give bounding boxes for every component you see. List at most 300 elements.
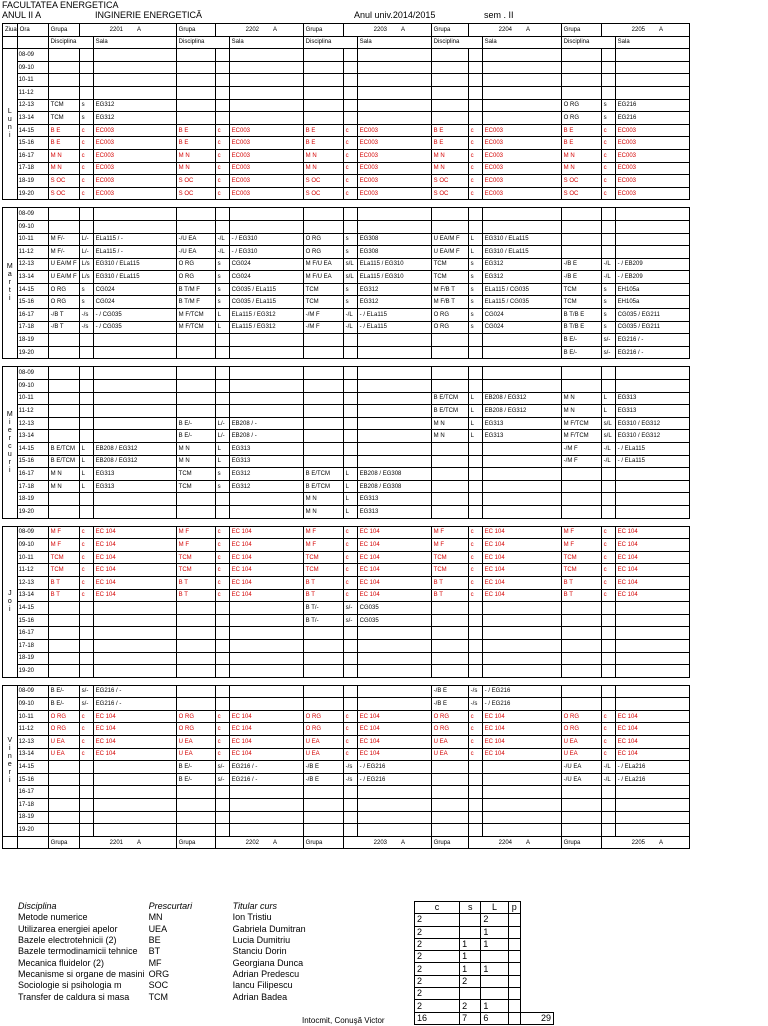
empty-cell	[482, 786, 561, 799]
empty-cell	[303, 455, 343, 468]
subject-abbrev: BE	[148, 935, 161, 946]
empty-cell	[176, 86, 215, 99]
course-code: -/U EA	[176, 233, 215, 246]
day-letter: e	[7, 760, 12, 768]
empty-cell	[601, 74, 615, 87]
empty-cell	[357, 652, 431, 665]
count-cell: 2	[415, 988, 460, 1000]
empty-cell	[615, 614, 689, 627]
empty-cell	[615, 639, 689, 652]
course-code: O RG	[431, 321, 468, 334]
room: EG313	[615, 392, 689, 405]
empty-cell	[482, 799, 561, 812]
course-type: c	[601, 526, 615, 539]
subject-abbrev: ORG	[148, 968, 170, 979]
prescurtari-title: Prescurtari	[148, 901, 193, 912]
course-type: -/L	[215, 233, 229, 246]
empty-cell	[357, 685, 431, 698]
course-type: L	[468, 392, 482, 405]
empty-cell	[343, 639, 357, 652]
time-slot: 19-20	[17, 505, 48, 518]
empty-cell	[468, 811, 482, 824]
group-number: 2201	[109, 839, 124, 846]
room: EC 104	[482, 526, 561, 539]
empty-cell	[357, 627, 431, 640]
course-type: L	[343, 480, 357, 493]
room: ELa115 / EG310	[357, 258, 431, 271]
course-code: -/M F	[303, 309, 343, 322]
empty-cell	[343, 392, 357, 405]
course-type: c	[601, 162, 615, 175]
course-code: O RG	[303, 246, 343, 259]
room: EC003	[482, 137, 561, 150]
empty-cell	[93, 417, 176, 430]
course-type: c	[468, 539, 482, 552]
course-type: c	[343, 526, 357, 539]
empty-cell	[343, 74, 357, 87]
course-code: B E/TCM	[431, 405, 468, 418]
empty-cell	[357, 334, 431, 347]
course-code: TCM	[303, 551, 343, 564]
empty-cell	[48, 602, 79, 615]
empty-cell	[357, 786, 431, 799]
course-type: c	[343, 710, 357, 723]
course-code: U EA	[431, 748, 468, 761]
empty-cell	[601, 602, 615, 615]
subject-row	[16, 912, 308, 923]
empty-cell	[482, 761, 561, 774]
empty-cell	[303, 208, 343, 221]
course-code: M F/TCM	[561, 417, 601, 430]
subject-teacher: Adrian Predescu	[232, 968, 300, 979]
course-code: O RG	[176, 723, 215, 736]
time-slot: 17-18	[17, 799, 48, 812]
room: CG035 / ELa115	[229, 283, 303, 296]
empty-cell	[343, 652, 357, 665]
course-code: B E/-	[176, 430, 215, 443]
empty-cell	[468, 627, 482, 640]
group-suffix: A	[273, 26, 278, 33]
empty-cell	[431, 86, 468, 99]
room: EC003	[93, 162, 176, 175]
empty-cell	[48, 786, 79, 799]
schedule-row	[3, 786, 690, 799]
empty-cell	[48, 665, 79, 678]
schedule-row	[3, 551, 690, 564]
room: EG216	[615, 112, 689, 125]
empty-cell	[431, 208, 468, 221]
course-type: c	[215, 589, 229, 602]
grupa-footer: Grupa	[303, 836, 343, 849]
empty-cell	[229, 392, 303, 405]
course-code: B E/TCM	[48, 455, 79, 468]
course-code: M F/-	[48, 246, 79, 259]
empty-cell	[229, 493, 303, 506]
empty-cell	[215, 786, 229, 799]
empty-cell	[79, 505, 93, 518]
course-type: c	[601, 576, 615, 589]
course-code: U EA/M F	[431, 246, 468, 259]
course-code: O RG	[303, 233, 343, 246]
empty-cell	[79, 786, 93, 799]
room: EC 104	[229, 710, 303, 723]
empty-cell	[482, 505, 561, 518]
course-code: TCM	[431, 564, 468, 577]
empty-cell	[48, 430, 79, 443]
count-cell: 1	[481, 1000, 508, 1012]
subject-abbrev: TCM	[148, 991, 169, 1002]
room: EC 104	[93, 526, 176, 539]
time-slot: 12-13	[17, 99, 48, 112]
schedule-row	[3, 380, 690, 393]
empty-cell	[343, 346, 357, 359]
course-code: TCM	[176, 468, 215, 481]
empty-cell	[48, 627, 79, 640]
course-type: s	[468, 258, 482, 271]
time-slot: 09-10	[17, 380, 48, 393]
course-code: U EA	[48, 736, 79, 749]
empty-cell	[48, 505, 79, 518]
time-slot: 16-17	[17, 309, 48, 322]
course-code: B E	[561, 124, 601, 137]
count-cell	[508, 988, 520, 1000]
grupa-header: Grupa	[431, 24, 468, 37]
course-type: c	[468, 124, 482, 137]
course-code: M N	[303, 505, 343, 518]
empty-cell	[482, 614, 561, 627]
course-code: U EA	[176, 748, 215, 761]
count-cell	[460, 914, 481, 926]
empty-cell	[48, 74, 79, 87]
empty-cell	[303, 380, 343, 393]
empty-cell	[601, 786, 615, 799]
empty-cell	[215, 392, 229, 405]
course-code: B E/-	[48, 698, 79, 711]
day-label	[3, 208, 18, 359]
course-code: U EA	[48, 748, 79, 761]
empty-cell	[357, 698, 431, 711]
course-code: B E	[431, 137, 468, 150]
empty-cell	[468, 112, 482, 125]
empty-cell	[79, 824, 93, 837]
course-type: c	[215, 526, 229, 539]
empty-cell	[482, 99, 561, 112]
time-slot: 13-14	[17, 430, 48, 443]
room: EC 104	[357, 564, 431, 577]
course-code: -/B E	[431, 698, 468, 711]
empty-cell	[176, 61, 215, 74]
grand-total: 29	[520, 1012, 553, 1024]
day-letter: r	[8, 434, 11, 442]
room: EG313	[357, 505, 431, 518]
empty-cell	[615, 627, 689, 640]
course-code: M F	[176, 526, 215, 539]
course-code: B E	[176, 124, 215, 137]
empty-cell	[79, 220, 93, 233]
time-slot: 08-09	[17, 685, 48, 698]
room: ELa115 / CG035	[482, 283, 561, 296]
empty-cell	[482, 468, 561, 481]
course-type: -/L	[343, 309, 357, 322]
schedule-row	[3, 710, 690, 723]
empty-cell	[48, 824, 79, 837]
subject-row	[16, 957, 308, 968]
course-type: -/s	[79, 309, 93, 322]
course-code: TCM	[303, 296, 343, 309]
room: EC 104	[615, 564, 689, 577]
course-type: c	[215, 137, 229, 150]
empty-cell	[93, 761, 176, 774]
time-slot: 12-13	[17, 258, 48, 271]
group-suffix: A	[273, 839, 278, 846]
course-type: s	[215, 258, 229, 271]
sala-header: Sala	[229, 36, 303, 49]
empty-cell	[615, 786, 689, 799]
course-code: TCM	[431, 271, 468, 284]
grupa-header: Grupa	[561, 24, 601, 37]
schedule-row	[3, 468, 690, 481]
subject-row	[16, 980, 308, 991]
room: EG310 / EG312	[615, 417, 689, 430]
day-label	[3, 685, 18, 836]
group-suffix: A	[137, 839, 142, 846]
schedule-row	[3, 162, 690, 175]
room: EC 104	[229, 748, 303, 761]
empty-cell	[431, 468, 468, 481]
room: EC 104	[482, 736, 561, 749]
course-type: c	[79, 723, 93, 736]
group-number: 2201	[109, 26, 124, 33]
room: - / ELa115	[357, 321, 431, 334]
course-code: O RG	[48, 296, 79, 309]
course-code: M F	[431, 526, 468, 539]
time-slot: 09-10	[17, 61, 48, 74]
schedule-row	[3, 564, 690, 577]
course-type: -/L	[601, 443, 615, 456]
course-code: TCM	[431, 551, 468, 564]
empty-cell	[303, 346, 343, 359]
room: CG035	[357, 602, 431, 615]
room: EG313	[93, 480, 176, 493]
empty-cell	[176, 685, 215, 698]
count-cell: 1	[481, 938, 508, 950]
room: EC 104	[615, 551, 689, 564]
time-slot: 15-16	[17, 296, 48, 309]
room: EC003	[482, 124, 561, 137]
empty-cell	[601, 824, 615, 837]
ora-header: Ora	[17, 24, 48, 37]
course-code: B T/M F	[176, 283, 215, 296]
schedule-row	[3, 526, 690, 539]
room: EC 104	[357, 736, 431, 749]
empty-cell	[48, 773, 79, 786]
group-number: 2204	[498, 26, 513, 33]
room: EC003	[229, 124, 303, 137]
empty-cell	[357, 639, 431, 652]
count-cell	[460, 926, 481, 938]
course-type: c	[601, 748, 615, 761]
empty-cell	[357, 380, 431, 393]
empty-cell	[431, 786, 468, 799]
group-number-header	[343, 24, 431, 37]
empty-cell	[431, 627, 468, 640]
room: CG024	[482, 309, 561, 322]
time-slot: 18-19	[17, 811, 48, 824]
course-code: B T	[303, 576, 343, 589]
room: EB208 / EG308	[357, 480, 431, 493]
schedule-row	[3, 309, 690, 322]
time-slot: 10-11	[17, 392, 48, 405]
header-row	[3, 24, 690, 37]
empty-cell	[357, 824, 431, 837]
course-type: L/-	[79, 233, 93, 246]
room: EC003	[615, 137, 689, 150]
empty-cell	[215, 627, 229, 640]
empty-cell	[468, 367, 482, 380]
empty-cell	[343, 665, 357, 678]
count-cell: 2	[460, 975, 481, 987]
empty-cell	[482, 74, 561, 87]
empty-cell	[93, 773, 176, 786]
room: EC 104	[615, 736, 689, 749]
empty-cell	[601, 61, 615, 74]
grupa-footer: Grupa	[431, 836, 468, 849]
course-code: O RG	[431, 723, 468, 736]
schedule-row	[3, 493, 690, 506]
group-suffix: A	[401, 26, 406, 33]
subject-abbrev: UEA	[148, 923, 168, 934]
room: EG216 / -	[615, 334, 689, 347]
course-code: B E/TCM	[431, 392, 468, 405]
course-type: c	[601, 589, 615, 602]
empty-cell	[303, 417, 343, 430]
day-letter: c	[8, 442, 12, 450]
subject-abbrev: BT	[148, 946, 161, 957]
empty-cell	[215, 99, 229, 112]
empty-cell	[93, 49, 176, 62]
empty-cell	[482, 208, 561, 221]
course-code: M F/B T	[431, 283, 468, 296]
schedule-row	[3, 392, 690, 405]
day-gap	[3, 677, 690, 685]
schedule-row	[3, 246, 690, 259]
empty-cell	[468, 480, 482, 493]
course-code: U EA	[561, 748, 601, 761]
room: EC 104	[93, 551, 176, 564]
semester-label: sem . II	[484, 10, 514, 20]
subjects-legend	[16, 901, 308, 1003]
course-type: L	[215, 309, 229, 322]
course-code: -/B E	[431, 685, 468, 698]
time-slot: 14-15	[17, 124, 48, 137]
course-code: M F	[561, 539, 601, 552]
course-code: TCM	[561, 296, 601, 309]
schedule-row	[3, 799, 690, 812]
day-letter: i	[9, 418, 11, 426]
room: EC003	[357, 149, 431, 162]
schedule-row	[3, 652, 690, 665]
schedule-row	[3, 296, 690, 309]
count-total: 6	[481, 1012, 508, 1024]
empty-cell	[48, 639, 79, 652]
empty-cell	[215, 685, 229, 698]
course-type: L	[468, 405, 482, 418]
empty-cell	[343, 99, 357, 112]
room: EC 104	[93, 589, 176, 602]
count-total-row	[415, 1012, 554, 1024]
room: - / EB209	[615, 258, 689, 271]
empty-cell	[215, 74, 229, 87]
prepared-by: Intocmit, Conuşă Victor	[302, 1016, 385, 1025]
subject-teacher: Ion Tristiu	[232, 912, 272, 923]
day-letter: r	[8, 458, 11, 466]
empty-cell	[229, 220, 303, 233]
empty-cell	[79, 49, 93, 62]
grupa-header: Grupa	[48, 24, 79, 37]
room: EG313	[93, 468, 176, 481]
time-slot: 11-12	[17, 723, 48, 736]
course-code: U EA	[303, 736, 343, 749]
subject-teacher: Stanciu Dorin	[232, 946, 287, 957]
course-type: s	[468, 309, 482, 322]
empty-cell	[93, 493, 176, 506]
course-type: L	[601, 392, 615, 405]
count-header: c	[415, 902, 460, 914]
time-slot: 10-11	[17, 710, 48, 723]
course-code: M F/TCM	[561, 430, 601, 443]
course-type: s	[601, 112, 615, 125]
empty-cell	[79, 799, 93, 812]
empty-cell	[561, 685, 601, 698]
empty-cell	[601, 614, 615, 627]
empty-cell	[482, 493, 561, 506]
time-slot: 11-12	[17, 86, 48, 99]
group-number-header	[468, 24, 561, 37]
course-code: TCM	[48, 112, 79, 125]
course-code: B E/-	[561, 346, 601, 359]
empty-cell	[229, 346, 303, 359]
room: EG310 / ELa115	[93, 271, 176, 284]
course-code: B T/M F	[176, 296, 215, 309]
course-type: L/-	[215, 430, 229, 443]
schedule-row	[3, 112, 690, 125]
room: ELa115 / EG312	[229, 309, 303, 322]
course-type: c	[601, 551, 615, 564]
empty-cell	[561, 367, 601, 380]
course-code: M N	[303, 162, 343, 175]
course-code: S OC	[176, 175, 215, 188]
course-code: -/U EA	[561, 773, 601, 786]
course-code: O RG	[303, 710, 343, 723]
room: EG313	[357, 493, 431, 506]
empty-cell	[303, 811, 343, 824]
empty-cell	[79, 367, 93, 380]
empty-cell	[615, 208, 689, 221]
course-code: M F/TCM	[176, 309, 215, 322]
course-code: S OC	[48, 175, 79, 188]
schedule-row	[3, 175, 690, 188]
room: EC003	[615, 162, 689, 175]
room: EB208 / -	[229, 430, 303, 443]
schedule-row	[3, 748, 690, 761]
course-type: L	[215, 443, 229, 456]
room: EC003	[229, 162, 303, 175]
course-code: M F/B T	[431, 296, 468, 309]
course-type: s	[468, 283, 482, 296]
time-slot: 17-18	[17, 480, 48, 493]
empty-cell	[615, 468, 689, 481]
subject-name: Mecanica fluidelor (2)	[18, 957, 105, 968]
